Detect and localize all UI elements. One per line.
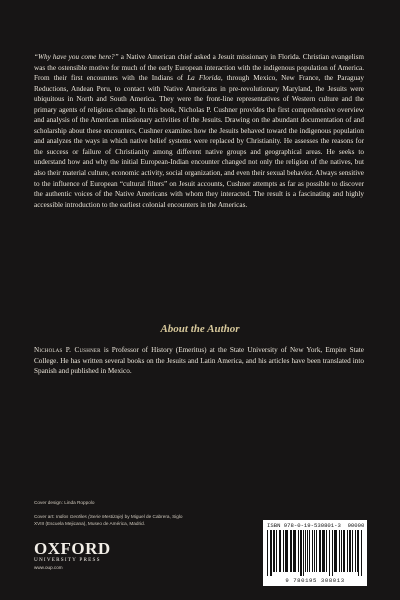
author-bio — [34, 345, 364, 377]
barcode-bar — [267, 530, 268, 576]
blurb-la-florida: La Florida — [187, 74, 221, 83]
barcode-bar — [343, 530, 346, 572]
publisher-logo — [34, 541, 144, 570]
cover-art-title: Indios Gentiles (Serie Mestizaje) — [55, 514, 124, 519]
barcode-bar — [300, 530, 302, 576]
barcode-panel — [263, 520, 367, 586]
barcode-bar — [341, 530, 342, 572]
barcode-bar — [303, 530, 304, 576]
barcode-bar — [334, 530, 337, 572]
barcode-bar — [270, 530, 272, 576]
publisher-press: UNIVERSITY PRESS — [34, 557, 101, 563]
author-bio-text: is Professor of History (Emeritus) at the State University of New York, Empire State College. He has written several books on the Jesuits and Latin America, and his articles have been translated into Spanish and published in Mexico. — [34, 346, 364, 376]
author-name: Nicholas P. Cushner — [34, 346, 101, 354]
barcode-bar — [349, 530, 351, 572]
barcode-bar — [283, 530, 284, 572]
barcode-bar — [329, 530, 331, 576]
barcode-bar — [319, 530, 321, 572]
barcode-bar — [285, 530, 288, 572]
about-author-heading: About the Author — [160, 323, 240, 335]
cover-art-prefix: Cover art: — [34, 514, 56, 519]
barcode-bar — [291, 530, 292, 572]
publisher-name: OXFORD — [34, 539, 111, 558]
barcode-bar — [326, 530, 327, 572]
barcode-bar — [339, 530, 340, 572]
barcode-bars — [267, 530, 363, 576]
barcode-bar — [279, 530, 281, 572]
barcode-bar — [355, 530, 356, 572]
blurb-paragraph — [34, 52, 364, 210]
barcode-bar — [314, 530, 315, 572]
isbn-label — [267, 522, 363, 529]
barcode-bar — [347, 530, 348, 572]
barcode-bar — [352, 530, 353, 572]
cover-art-credit — [34, 514, 184, 527]
barcode-bar — [309, 530, 310, 572]
barcode-bar — [316, 530, 317, 572]
barcode-bar — [298, 530, 299, 572]
barcode-bar — [312, 530, 313, 572]
barcode-bar — [290, 530, 291, 572]
barcode-bar — [332, 530, 333, 576]
price-code: 90000 — [347, 522, 365, 529]
blurb-text-2: , through Mexico, New France, the Paraguay Reductions, Andean Peru, to contact with Native Americans in pre-revolutionary Maryland, the Jesuits were ubiquitous in North and South America. They were the front-line representatives of Western culture and the primary agents of religious change. In this book, Nicholas P. Cushner provides the first comprehensive overview and analysis of the American missionary activities of the Jesuits. Drawing on the abundant documentation of and scholarship about these encounters, Cushner examines how the Jesuits behaved toward the indigenous population and analyzes the ways in which native belief systems were replaced by Christianity. He assesses the reasons for the success or failure of Christianity among different native groups and geographical areas. He seeks to understand how and why the initial European-Indian encounter changed not only the religion of the natives, but also their material culture, economic activity, social organization, and even their sexual behavior. Always sensitive to the influence of European “cultural filters” on Jesuit accounts, Cushner attempts as far as possible to discover the authentic voices of the Native Americans with whom they interacted. The result is a fascinating and highly accessible introduction to the earliest colonial encounters in the Americas. — [34, 74, 364, 209]
barcode-bar — [361, 530, 362, 576]
blurb-quote: “Why have you come here?” — [34, 53, 119, 61]
barcode-bar — [305, 530, 306, 572]
barcode-bar — [276, 530, 277, 572]
barcode-bar — [357, 530, 358, 572]
publisher-url: www.oup.com — [34, 565, 63, 570]
barcode-bar — [273, 530, 276, 572]
cover-art-rest: by Miguel de Cabrera, Siglo XVIII (Escuela Mejicana), Museo de América, Madrid. — [34, 514, 183, 526]
barcode-bar — [293, 530, 296, 572]
cover-design-credit: Cover design: Linda Roppolo — [34, 500, 95, 505]
barcode-bar — [358, 530, 359, 576]
blurb-text-1: a Native American chief asked a Jesuit missionary in Florida. Christian evangelism was the ostensible motive for much of the early European interaction with the indigenous population of America. From their first encounters with the Indians of — [34, 53, 364, 83]
barcode-digits: 9 780195 308013 — [285, 577, 345, 584]
barcode-bar — [307, 530, 308, 572]
barcode-bar — [322, 530, 325, 572]
isbn-number: ISBN 978-0-19-530801-3 — [267, 522, 341, 529]
